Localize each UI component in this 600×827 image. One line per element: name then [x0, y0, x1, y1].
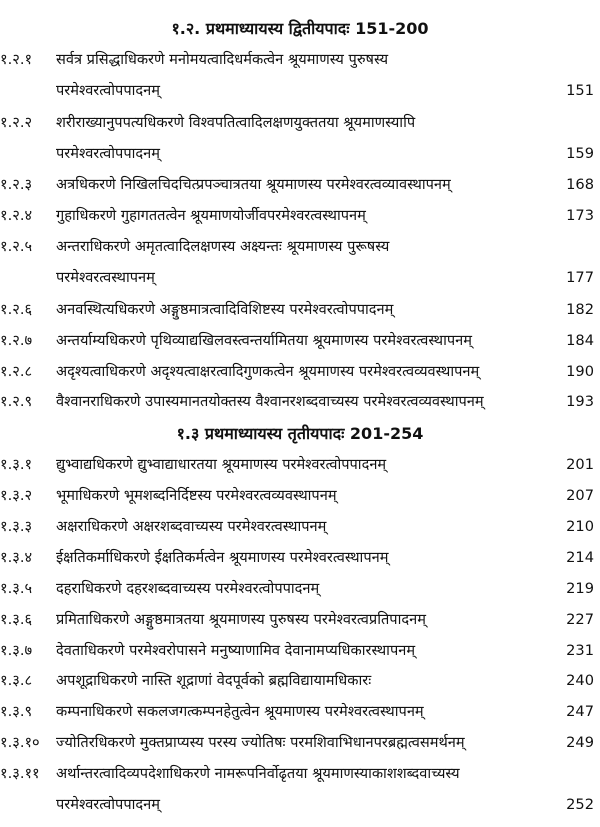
- entry-number: १.२.२: [0, 114, 33, 131]
- section-heading: १.३ प्रथमाध्यायस्य तृतीयपादः 201-254: [176, 424, 424, 443]
- entry-number: १.२.८: [0, 363, 33, 380]
- entry-number: १.२.५: [0, 238, 33, 255]
- entry-page-number: 210: [566, 518, 594, 535]
- entry-continuation: परमेश्वरत्वस्थापनम्: [56, 269, 155, 286]
- entry-number: १.३.१०: [0, 734, 40, 751]
- section-heading: १.२. प्रथमाध्यायस्य द्वितीयपादः 151-200: [171, 19, 429, 38]
- entry-title: द्युभ्वाद्यधिकरणे द्युभ्वाद्याधारतया श्रूयमाणस्य परमेश्वरत्वोपपादनम्: [56, 456, 387, 473]
- entry-title: प्रमिताधिकरणे अङ्गुष्ठमात्रतया श्रूयमाणस्य पुरुषस्य परमेश्वरत्वप्रतिपादनम्: [56, 611, 426, 628]
- entry-page-number: 219: [566, 580, 594, 597]
- entry-title: वैश्वानराधिकरणे उपास्यमानतयोक्तस्य वैश्वानरशब्दवाच्यस्य परमेश्वरत्वव्यवस्थापनम्: [56, 393, 484, 410]
- entry-page-number: 207: [566, 487, 594, 504]
- entry-number: १.३.८: [0, 672, 33, 689]
- entry-number: १.३.७: [0, 642, 33, 659]
- entry-title: अपशूद्राधिकरणे नास्ति शूद्राणां वेदपूर्वको ब्रह्मविद्यायामधिकारः: [56, 672, 372, 689]
- entry-number: १.२.४: [0, 207, 33, 224]
- entry-number: १.२.९: [0, 393, 33, 410]
- entry-title: अन्तर्याम्यधिकरणे पृथिव्याद्यखिलवस्त्वन्तर्यामितया श्रूयमाणस्य परमेश्वरत्वस्थापनम्: [56, 332, 473, 349]
- entry-title: अनवस्थित्यधिकरणे अङ्गुष्ठमात्रत्वादिविशिष्टस्य परमेश्वरत्वोपपादनम्: [56, 301, 394, 318]
- entry-page-number: 249: [566, 734, 594, 751]
- entry-page-number: 227: [566, 611, 594, 628]
- entry-continuation: परमेश्वरत्वोपपादनम्: [56, 145, 160, 162]
- entry-continuation: परमेश्वरत्वोपपादनम्: [56, 796, 160, 813]
- entry-continuation: परमेश्वरत्वोपपादनम्: [56, 82, 160, 99]
- entry-number: १.३.११: [0, 765, 40, 782]
- entry-page-number: 190: [566, 363, 594, 380]
- entry-title: भूमाधिकरणे भूमशब्दनिर्दिष्टस्य परमेश्वरत्वव्यवस्थापनम्: [56, 487, 337, 504]
- entry-page-number: 252: [566, 796, 594, 813]
- entry-title: कम्पनाधिकरणे सकलजगत्कम्पनहेतुत्वेन श्रूयमाणस्य परमेश्वरत्वस्थापनम्: [56, 703, 424, 720]
- entry-number: १.३.४: [0, 549, 33, 566]
- entry-page-number: 168: [566, 176, 594, 193]
- entry-page-number: 173: [566, 207, 594, 224]
- entry-number: १.३.५: [0, 580, 33, 597]
- entry-page-number: 231: [566, 642, 594, 659]
- entry-title: सर्वत्र प्रसिद्धाधिकरणे मनोमयत्वादिधर्मकत्वेन श्रूयमाणस्य पुरुषस्य: [56, 51, 389, 68]
- entry-number: १.२.६: [0, 301, 33, 318]
- entry-number: १.३.३: [0, 518, 33, 535]
- entry-number: १.३.१: [0, 456, 33, 473]
- entry-title: दहराधिकरणे दहरशब्दवाच्यस्य परमेश्वरत्वोपपादनम्: [56, 580, 320, 597]
- entry-number: १.३.९: [0, 703, 33, 720]
- entry-title: ईक्षतिकर्माधिकरणे ईक्षतिकर्मत्वेन श्रूयमाणस्य परमेश्वरत्वस्थापनम्: [56, 549, 389, 566]
- entry-page-number: 240: [566, 672, 594, 689]
- entry-number: १.३.२: [0, 487, 33, 504]
- entry-page-number: 214: [566, 549, 594, 566]
- entry-page-number: 151: [566, 82, 594, 99]
- entry-title: अदृश्यत्वाधिकरणे अदृश्यत्वाक्षरत्वादिगुणकत्वेन श्रूयमाणस्य परमेश्वरत्वव्यवस्थापनम्: [56, 363, 480, 380]
- entry-page-number: 184: [566, 332, 594, 349]
- entry-page-number: 159: [566, 145, 594, 162]
- entry-number: १.२.७: [0, 332, 33, 349]
- entry-number: १.२.३: [0, 176, 33, 193]
- entry-title: अर्थान्तरत्वादिव्यपदेशाधिकरणे नामरूपनिर्वोढृतया श्रूयमाणस्याकाशशब्दवाच्यस्य: [56, 765, 460, 782]
- entry-title: अक्षराधिकरणे अक्षरशब्दवाच्यस्य परमेश्वरत्वस्थापनम्: [56, 518, 327, 535]
- entry-title: शरीराख्यानुपपत्यधिकरणे विश्वपतित्वादिलक्षणयुक्ततया श्रूयमाणस्यापि: [56, 114, 416, 131]
- entry-page-number: 182: [566, 301, 594, 318]
- entry-title: देवताधिकरणे परमेश्वरोपासने मनुष्याणामिव देवानामप्यधिकारस्थापनम्: [56, 642, 416, 659]
- entry-number: १.३.६: [0, 611, 33, 628]
- entry-number: १.२.१: [0, 51, 33, 68]
- entry-page-number: 193: [566, 393, 594, 410]
- entry-title: ज्योतिरधिकरणे मुक्तप्राप्यस्य परस्य ज्योतिषः परमशिवाभिधानपरब्रह्मत्वसमर्थनम्: [56, 734, 465, 751]
- entry-page-number: 177: [566, 269, 594, 286]
- entry-page-number: 247: [566, 703, 594, 720]
- entry-page-number: 201: [566, 456, 594, 473]
- entry-title: अन्तराधिकरणे अमृतत्वादिलक्षणस्य अक्ष्यन्तः श्रूयमाणस्य पुरूषस्य: [56, 238, 390, 255]
- entry-title: गुहाधिकरणे गुहागततत्वेन श्रूयमाणयोर्जीवपरमेश्वरत्वस्थापनम्: [56, 207, 366, 224]
- entry-title: अत्रधिकरणे निखिलचिदचित्प्रपञ्चात्रतया श्रूयमाणस्य परमेश्वरत्वव्यावस्थापनम्: [56, 176, 451, 193]
